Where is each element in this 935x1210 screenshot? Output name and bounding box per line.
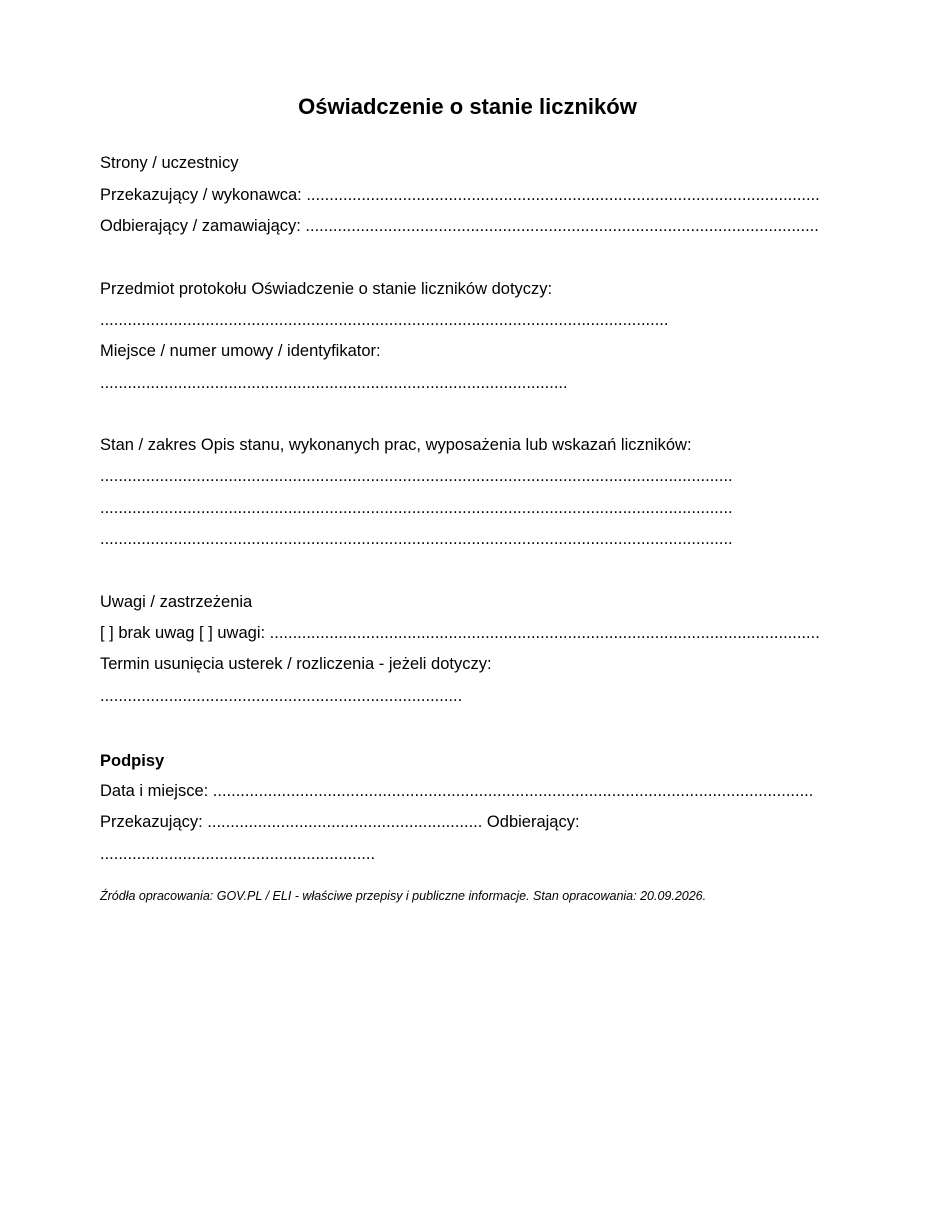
sources-footnote: Źródła opracowania: GOV.PL / ELI - właściwe przepisy i publiczne informacje. Stan opracowania: 20.09.2026. xyxy=(100,889,707,903)
remarks-options: [ ] brak uwag [ ] uwagi: ........................................................................................................................ xyxy=(100,624,820,642)
document-title: Oświadczenie o stanie liczników xyxy=(298,94,637,119)
deadline-blank: ............................................................................... xyxy=(100,687,463,705)
place-label: Miejsce / numer umowy / identyfikator: xyxy=(100,342,381,360)
deadline-label: Termin usunięcia usterek / rozliczenia - jeżeli dotyczy: xyxy=(100,655,492,673)
date-place-field: Data i miejsce: ................................................................................................................................... xyxy=(100,782,814,800)
subject-heading: Przedmiot protokołu Oświadczenie o stanie liczników dotyczy: xyxy=(100,280,553,298)
parties-heading: Strony / uczestnicy xyxy=(100,154,239,172)
receiving-party-field: Odbierający / zamawiający: ................................................................................................................ xyxy=(100,217,819,235)
state-blank-3: .......................................................................................................................................... xyxy=(100,530,733,548)
signature-parties-line: Przekazujący: ............................................................ Odbierający: xyxy=(100,813,580,831)
transferring-party-field: Przekazujący / wykonawca: ................................................................................................................ xyxy=(100,186,820,204)
signatures-heading: Podpisy xyxy=(100,752,165,770)
place-blank: ...................................................................................................... xyxy=(100,374,568,392)
remarks-heading: Uwagi / zastrzeżenia xyxy=(100,593,253,611)
state-blank-1: .......................................................................................................................................... xyxy=(100,467,733,485)
state-blank-2: .......................................................................................................................................... xyxy=(100,499,733,517)
subject-blank: ............................................................................................................................ xyxy=(100,311,669,329)
state-heading: Stan / zakres Opis stanu, wykonanych prac, wyposażenia lub wskazań liczników: xyxy=(100,436,692,454)
receiver-signature-blank: ............................................................ xyxy=(100,845,376,863)
